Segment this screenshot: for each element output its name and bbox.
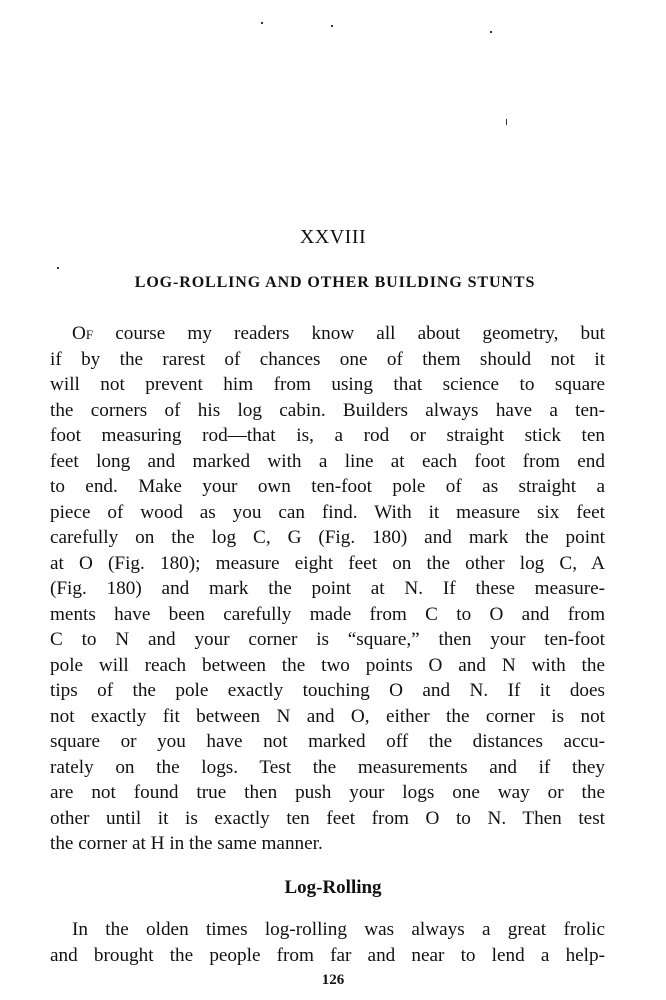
text-line: pole will reach between the two points O and N with the bbox=[50, 654, 605, 676]
text-line: the corners of his log cabin. Builders always have a ten- bbox=[50, 399, 605, 421]
text-line: the corner at H in the same manner. bbox=[50, 833, 323, 854]
text-line: C to N and your corner is “square,” then your ten-foot bbox=[50, 629, 605, 650]
text-line: square or you have not marked off the distances accu- bbox=[50, 731, 605, 752]
text-line: to end. Make your own ten-foot pole of as straight a bbox=[50, 476, 605, 497]
text-line: will not prevent him from using that science to square bbox=[50, 374, 605, 395]
page-number: 126 bbox=[321, 972, 345, 988]
scan-speck bbox=[331, 25, 333, 27]
drop-word: Of bbox=[72, 323, 94, 344]
text-line: at O (Fig. 180); measure eight feet on the other log C, A bbox=[50, 552, 605, 574]
section-body bbox=[50, 917, 605, 968]
text-line: (Fig. 180) and mark the point at N. If these measure- bbox=[50, 578, 605, 599]
text-line: other until it is exactly ten feet from O to N. Then test bbox=[50, 807, 605, 829]
chapter-number: XXVIII bbox=[299, 226, 367, 248]
text-line: piece of wood as you can find. With it measure six feet bbox=[50, 501, 605, 523]
text-line: ments have been carefully made from C to O and from bbox=[50, 603, 605, 625]
text-line: carefully on the log C, G (Fig. 180) and mark the point bbox=[50, 527, 605, 548]
text-line: In the olden times log-rolling was always a great frolic bbox=[72, 919, 605, 940]
scan-speck bbox=[261, 22, 263, 24]
text-line: foot measuring rod—that is, a rod or straight stick ten bbox=[50, 425, 605, 446]
text-line: tips of the pole exactly touching O and N. If it does bbox=[50, 680, 605, 701]
text-line: if by the rarest of chances one of them should not it bbox=[50, 348, 605, 370]
scan-speck bbox=[506, 119, 507, 125]
text-line bbox=[50, 321, 605, 347]
section-heading: Log-Rolling bbox=[284, 877, 382, 898]
text-line: feet long and marked with a line at each foot from end bbox=[50, 450, 605, 472]
text-line: rately on the logs. Test the measurements and if they bbox=[50, 756, 605, 778]
text-line: not exactly fit between N and O, either the corner is not bbox=[50, 705, 605, 727]
scan-speck bbox=[490, 31, 492, 33]
text-line-content: course my readers know all about geometry, but bbox=[115, 323, 605, 344]
text-line: and brought the people from far and near to lend a help- bbox=[50, 944, 605, 966]
chapter-title: LOG-ROLLING AND OTHER BUILDING STUNTS bbox=[134, 274, 536, 291]
paragraph-body bbox=[50, 321, 605, 857]
text-line: are not found true then push your logs one way or the bbox=[50, 782, 605, 803]
scan-speck bbox=[57, 267, 59, 269]
